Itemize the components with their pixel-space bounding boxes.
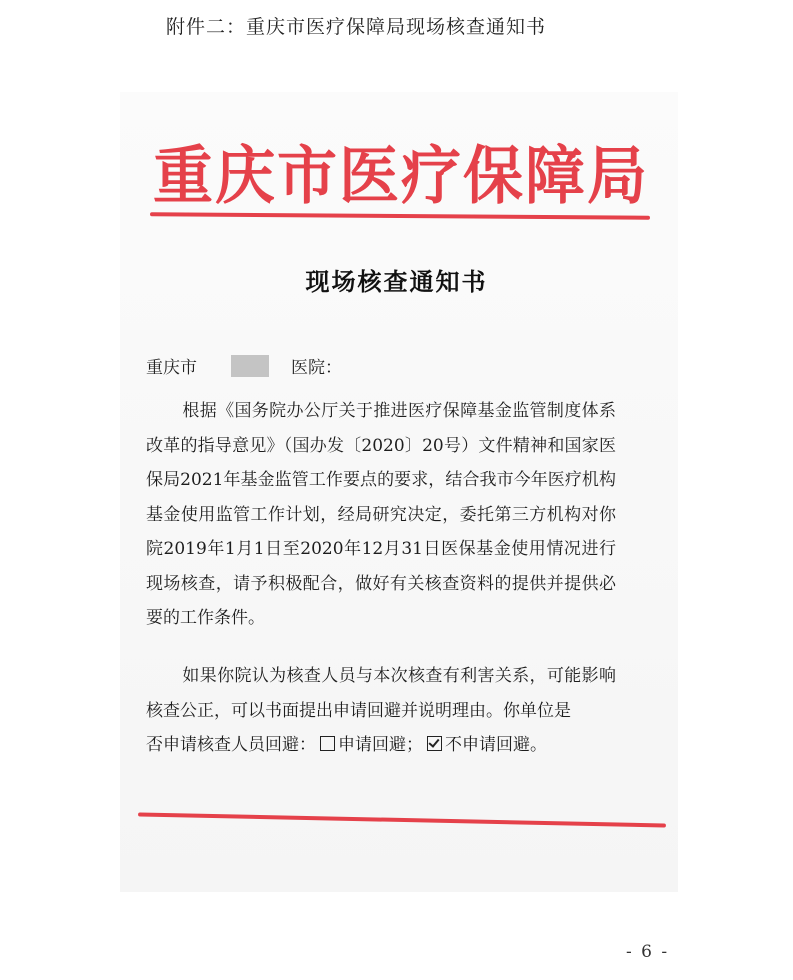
addressee — [146, 353, 342, 378]
addressee-prefix: 重庆市 — [146, 358, 197, 378]
choice-lead: 否申请核查人员回避： — [146, 735, 316, 755]
page-number: - 6 - — [626, 942, 670, 962]
body-paragraph — [146, 394, 616, 636]
apply-recusal-checkbox — [320, 736, 335, 751]
not-apply-recusal-checkbox — [427, 736, 442, 751]
body-paragraph — [146, 659, 616, 763]
recusal-choice-row — [146, 735, 547, 755]
redacted-block — [231, 355, 269, 377]
not-apply-recusal-label: 不申请回避。 — [445, 735, 547, 755]
paragraph-text: 根据《国务院办公厅关于推进医疗保障基金监管制度体系改革的指导意见》（国办发〔2020〕20号）文件精神和国家医保局2021年基金监管工作要点的要求，结合我市今年医疗机构基金使用监管工作计划，经局研究决定，委托第三方机构对你院2019年1月1日至2020年12月31日医保基金使用情况进行现场核查，请予积极配合，做好有关核查资料的提供并提供必要的工作条件。 — [146, 401, 616, 628]
apply-recusal-label: 申请回避； — [338, 735, 423, 755]
paragraph-text: 如果你院认为核查人员与本次核查有利害关系，可能影响核查公正，可以书面提出申请回避并说明理由。你单位是 — [146, 666, 616, 721]
letterhead: 重庆市医疗保障局 — [153, 139, 649, 213]
addressee-suffix: 医院： — [291, 358, 342, 378]
notice-title: 现场核查通知书 — [305, 267, 488, 296]
annex-title: 附件二：重庆市医疗保障局现场核查通知书 — [166, 16, 547, 38]
